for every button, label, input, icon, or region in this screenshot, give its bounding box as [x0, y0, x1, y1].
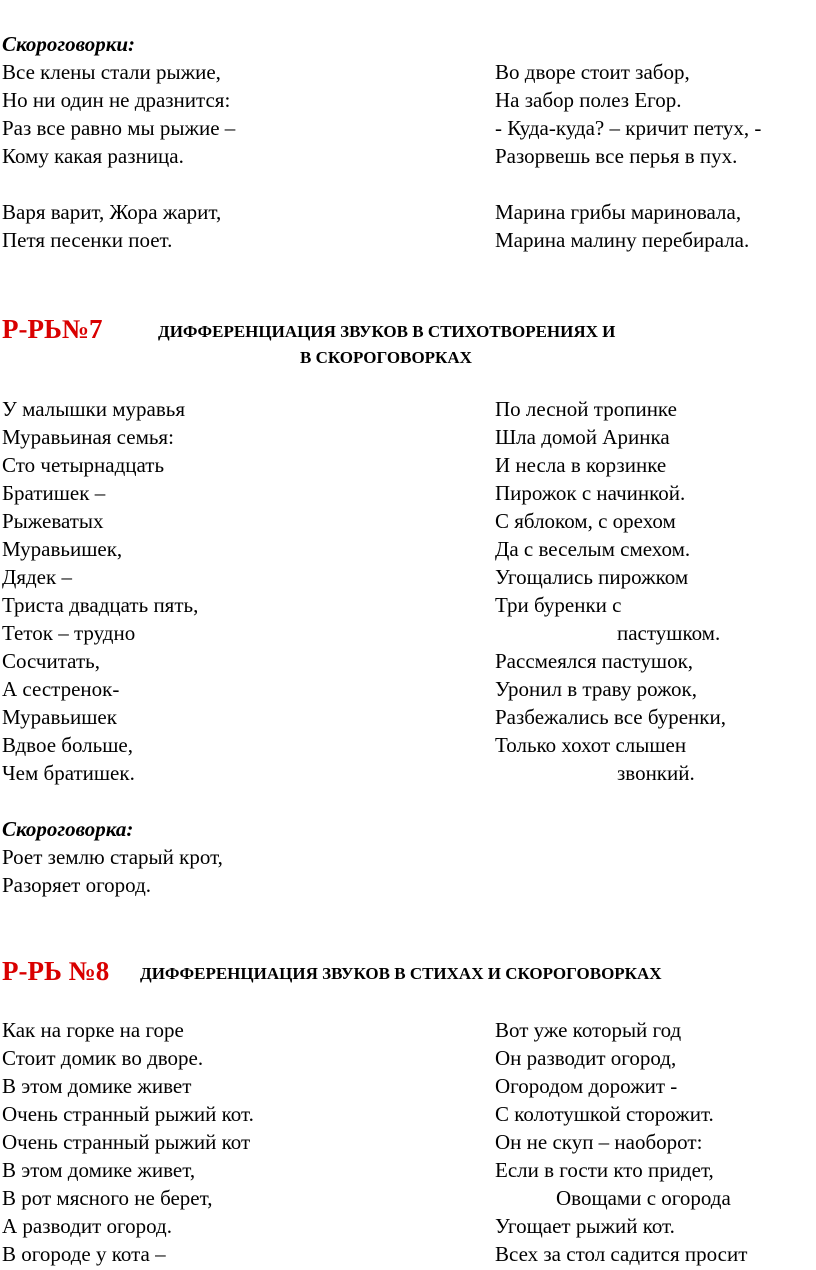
- poem-line: Кому какая разница.: [2, 144, 184, 168]
- poem-line: Рыжеватых: [2, 509, 104, 533]
- poem-line: Варя варит, Жора жарит,: [2, 200, 222, 224]
- poem-line: Братишек –: [2, 481, 106, 505]
- poem-line: Муравьиная семья:: [2, 425, 174, 449]
- poem-line: Да с веселым смехом.: [495, 537, 691, 561]
- poem-line: Вдвое больше,: [2, 733, 133, 757]
- poem-line: Только хохот слышен: [495, 733, 687, 757]
- lesson-title-7-line2: В СКОРОГОВОРКАХ: [300, 348, 472, 367]
- poem-line-indented: пастушком.: [617, 621, 721, 645]
- poem-line: Угощает рыжий кот.: [495, 1214, 675, 1238]
- poem-line: Раз все равно мы рыжие –: [2, 116, 236, 140]
- poem-line: Муравьишек: [2, 705, 117, 729]
- poem-line: На забор полез Егор.: [495, 88, 682, 112]
- poem-line: Всех за стол садится просит: [495, 1242, 748, 1266]
- poem-line: - Куда-куда? – кричит петух, -: [495, 116, 762, 140]
- poem-line: В рот мясного не берет,: [2, 1186, 213, 1210]
- poem-line: Дядек –: [2, 565, 72, 589]
- section-heading-tongue-twisters: Скороговорки:: [2, 32, 136, 56]
- poem-line: Сосчитать,: [2, 649, 100, 673]
- poem-line: Стоит домик во дворе.: [2, 1046, 204, 1070]
- poem-line: Очень странный рыжий кот: [2, 1130, 251, 1154]
- poem-line: Если в гости кто придет,: [495, 1158, 714, 1182]
- poem-line: И несла в корзинке: [495, 453, 667, 477]
- lesson-code-8: Р-РЬ №8: [2, 956, 110, 986]
- poem-line: В этом домике живет: [2, 1074, 192, 1098]
- poem-line: Муравьишек,: [2, 537, 123, 561]
- poem-line: Роет землю старый крот,: [2, 845, 223, 869]
- poem-line: По лесной тропинке: [495, 397, 677, 421]
- poem-line: Как на горке на горе: [2, 1018, 184, 1042]
- poem-line: Очень странный рыжий кот.: [2, 1102, 254, 1126]
- poem-line: Петя песенки поет.: [2, 228, 173, 252]
- poem-line: Чем братишек.: [2, 761, 135, 785]
- poem-line: Но ни один не дразнится:: [2, 88, 231, 112]
- poem-line: Пирожок с начинкой.: [495, 481, 686, 505]
- poem-line: Уронил в траву рожок,: [495, 677, 698, 701]
- twister-heading: Скороговорка:: [2, 817, 134, 841]
- poem-line: Марина малину перебирала.: [495, 228, 750, 252]
- poem-line: Он не скуп – наоборот:: [495, 1130, 703, 1154]
- poem-line: С колотушкой сторожит.: [495, 1102, 714, 1126]
- poem-line: Все клены стали рыжие,: [2, 60, 221, 84]
- poem-line: Три буренки с: [495, 593, 622, 617]
- poem-line: В огороде у кота –: [2, 1242, 166, 1266]
- poem-line: С яблоком, с орехом: [495, 509, 676, 533]
- poem-line: Вот уже который год: [495, 1018, 682, 1042]
- poem-line: В этом домике живет,: [2, 1158, 196, 1182]
- poem-line: Теток – трудно: [2, 621, 136, 645]
- poem-line: Шла домой Аринка: [495, 425, 670, 449]
- poem-line-indented: звонкий.: [617, 761, 695, 785]
- poem-line: Рассмеялся пастушок,: [495, 649, 694, 673]
- lesson-title-8: ДИФФЕРЕНЦИАЦИЯ ЗВУКОВ В СТИХАХ И СКОРОГОВОРКАХ: [140, 964, 662, 983]
- poem-line: Огородом дорожит -: [495, 1074, 678, 1098]
- poem-line: Во дворе стоит забор,: [495, 60, 690, 84]
- lesson-title-7-line1: ДИФФЕРЕНЦИАЦИЯ ЗВУКОВ В СТИХОТВОРЕНИЯХ И: [158, 322, 616, 341]
- poem-line: Разоряет огород.: [2, 873, 151, 897]
- poem-line: Угощались пирожком: [495, 565, 689, 589]
- poem-line: Триста двадцать пять,: [2, 593, 199, 617]
- poem-line: Марина грибы мариновала,: [495, 200, 742, 224]
- poem-line: У малышки муравья: [2, 397, 185, 421]
- poem-line: А разводит огород.: [2, 1214, 172, 1238]
- poem-line: Разорвешь все перья в пух.: [495, 144, 738, 168]
- poem-line: Сто четырнадцать: [2, 453, 165, 477]
- lesson-code-7: Р-РЬ№7: [2, 314, 103, 344]
- poem-line: Разбежались все буренки,: [495, 705, 726, 729]
- poem-line-indented: Овощами с огорода: [556, 1186, 731, 1210]
- poem-line: А сестренок-: [2, 677, 120, 701]
- poem-line: Он разводит огород,: [495, 1046, 677, 1070]
